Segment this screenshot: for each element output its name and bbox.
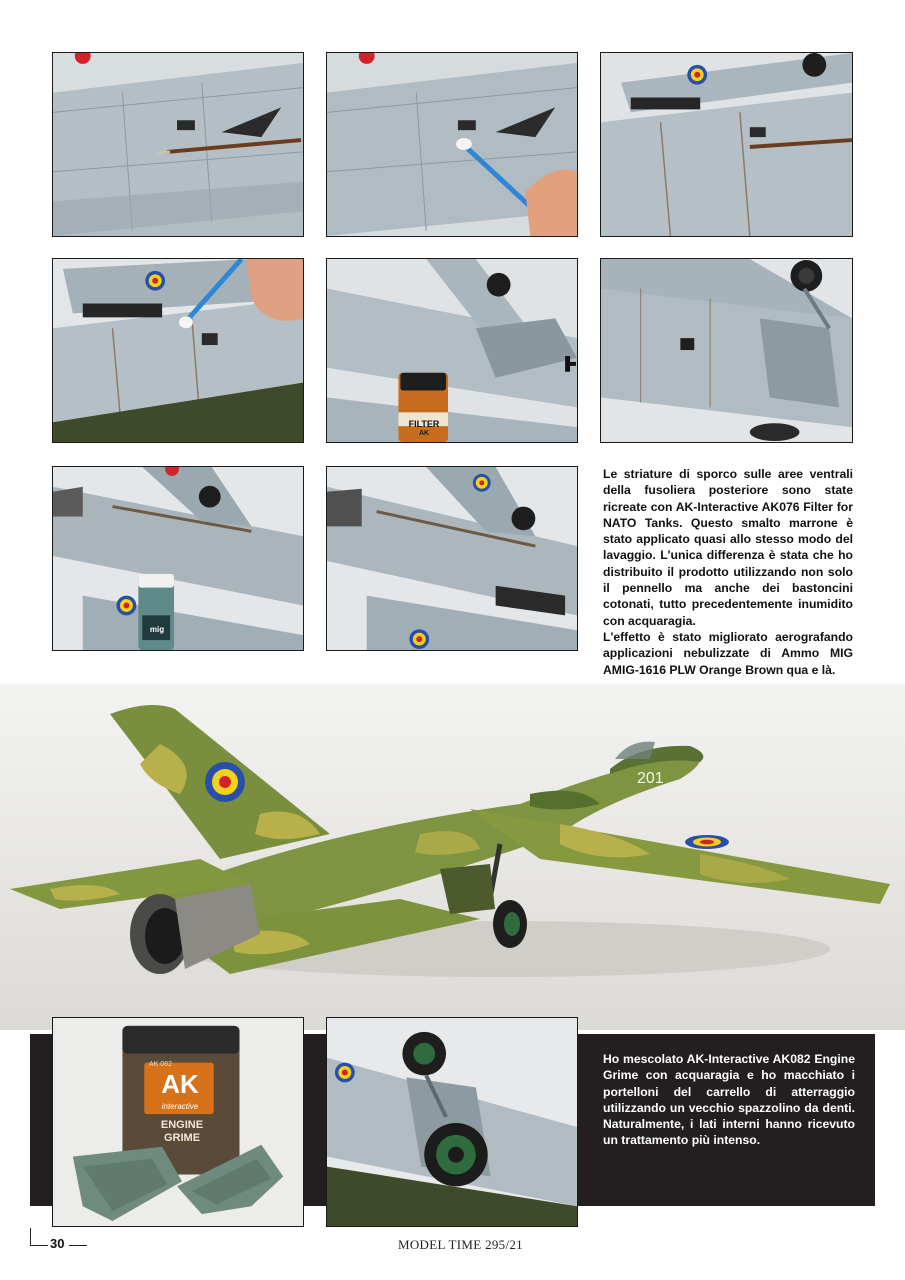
engine-grime-brand: AK: [161, 1069, 199, 1099]
photo-wash-brush-2: [600, 52, 853, 237]
aircraft-number: 201: [637, 770, 664, 787]
engine-grime-line-1: ENGINE: [160, 1119, 204, 1131]
footer-rule-right: [69, 1245, 87, 1246]
photo-filter-jar: [326, 258, 578, 443]
photo-gear-doors: [326, 1017, 578, 1227]
engine-grime-code: AK 082: [149, 1061, 172, 1068]
photo-engine-grime-jar: [52, 1017, 304, 1227]
photo-aircraft-main: [0, 684, 905, 1030]
photo-streaks-mig-jar: [52, 466, 304, 651]
magazine-issue: MODEL TIME 295/21: [398, 1237, 523, 1252]
footer-corner-line: [30, 1228, 31, 1246]
photo-wash-brush-1: [52, 52, 304, 237]
engine-grime-brand-sub: interactive: [161, 1102, 199, 1111]
footer-rule-left: [30, 1245, 48, 1246]
photo-wash-swab-1: [326, 52, 578, 237]
caption-streaks: [603, 466, 853, 678]
filter-jar-label: FILTER: [408, 419, 440, 429]
caption-streaks-paragraph-1: Le striature di sporco sulle aree ventrali della fusoliera posteriore sono state ricreate con AK-Interactive AK076 Filter for NATO Tanks. Questo smalto marrone è stato applicato quasi allo stesso modo del lavaggio. L'unica differenza è stata che ho distribuito il prodotto utilizzando non solo il pennello ma anche dei bastoncini cotonati, tutto precedentemente inumidito con acquaragia.: [603, 467, 853, 628]
mig-jar-label: mig: [149, 625, 165, 634]
engine-grime-line-2: GRIME: [163, 1132, 201, 1144]
photo-wash-swab-2: [52, 258, 304, 443]
photo-streaks-result: [326, 466, 578, 651]
photo-underside-gear: [600, 258, 853, 443]
page-number: 30: [50, 1236, 65, 1251]
filter-jar-sub: AK: [418, 430, 430, 437]
caption-streaks-paragraph-2: L'effetto è stato migliorato aerografando applicazioni nebulizzate di Ammo MIG AMIG-1616 PLW Orange Brown qua e là.: [603, 629, 853, 677]
caption-engine-grime: Ho mescolato AK-Interactive AK082 Engine Grime con acquaragia e ho macchiato i portelloni del carrello di atterraggio utilizzando un vecchio spazzolino da denti. Naturalmente, i lati interni hanno ricevuto un trattamento più intenso.: [603, 1052, 855, 1148]
